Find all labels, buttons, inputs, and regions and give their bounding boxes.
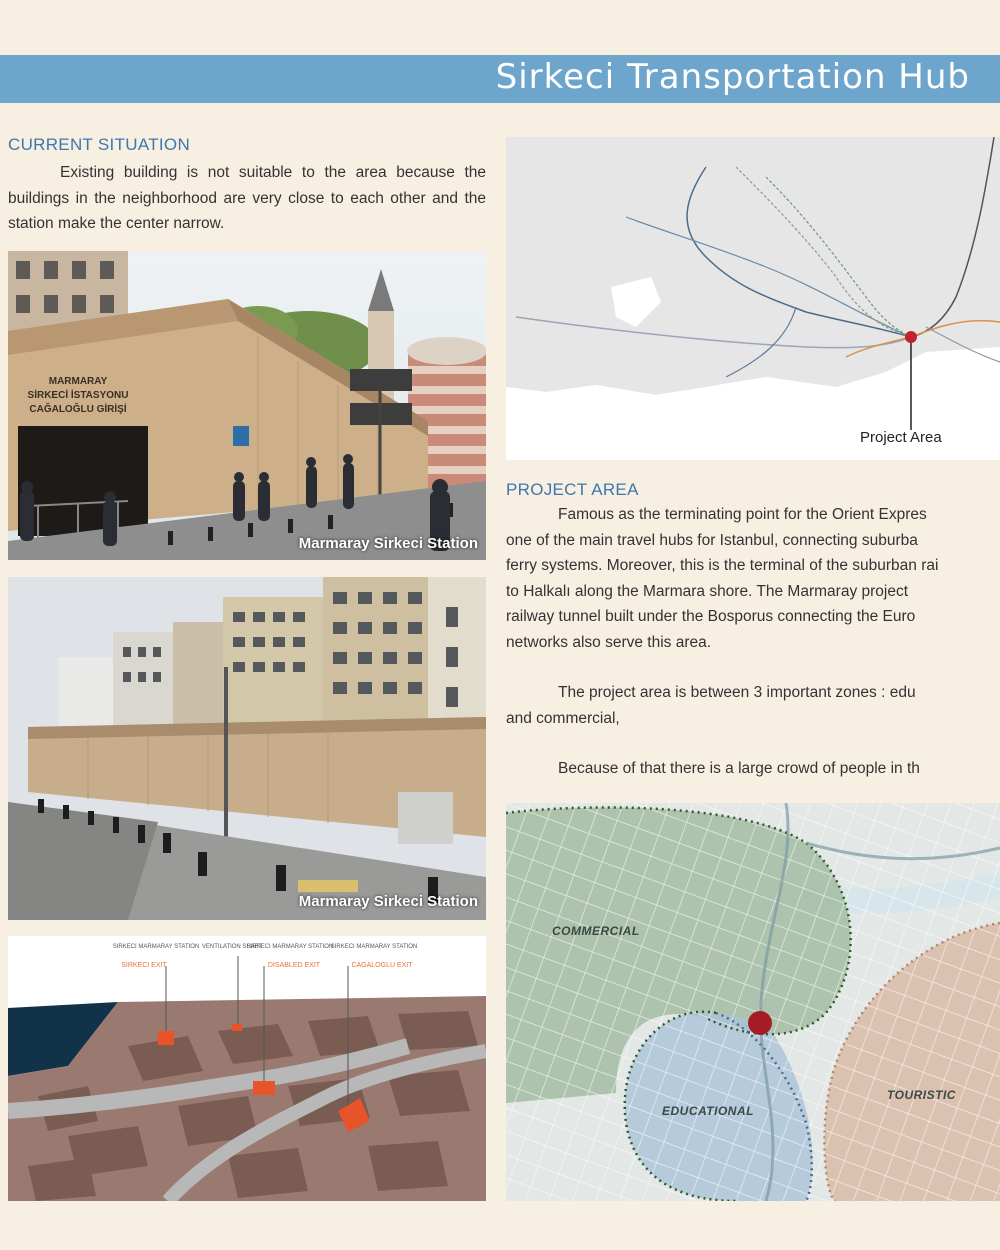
current-situation-heading: CURRENT SITUATION <box>8 135 191 154</box>
project-area-line: one of the main travel hubs for Istanbul, connecting suburba <box>506 531 918 549</box>
zones-line: The project area is between 3 important zones : edu <box>558 684 916 701</box>
project-area-line: networks also serve this area. <box>506 633 712 651</box>
zones-line: and commercial, <box>506 709 620 727</box>
model-3d-illustration <box>8 936 486 1201</box>
station-street-photo <box>8 577 486 920</box>
project-area-line: railway tunnel built under the Bosporus connecting the Euro <box>506 608 916 625</box>
transit-network-illustration <box>506 137 1000 460</box>
model-label: SIRKECI MARMARAY STATION <box>330 944 418 950</box>
project-area-line: Famous as the terminating point for the Orient Expres <box>558 506 927 523</box>
project-area-marker <box>905 331 917 343</box>
project-location-marker <box>748 1011 772 1035</box>
project-area-line: ferry systems. Moreover, this is the terminal of the suburban rai <box>506 557 939 574</box>
model-label: SIRKECI EXIT <box>121 962 167 969</box>
svg-text:CAĞALOĞLU GİRİŞİ: CAĞALOĞLU GİRİŞİ <box>29 404 127 415</box>
station-street-illustration <box>8 577 486 920</box>
model-label: SIRKECI MARMARAY STATION <box>246 944 334 950</box>
zone-map-illustration <box>506 803 1000 1201</box>
svg-text:SİRKECİ İSTASYONU: SİRKECİ İSTASYONU <box>27 390 129 401</box>
zone-map <box>506 803 1000 1201</box>
model-3d-image <box>8 936 486 1201</box>
page-title: Sirkeci Transportation Hub <box>495 57 970 97</box>
model-label: VENTILATION SHAFT <box>201 944 263 950</box>
current-situation-text: Existing building is not suitable to the area because the buildings in the neighborhood are very close to each other and the station make the center narrow. <box>8 164 486 232</box>
svg-text:MARMARAY: MARMARAY <box>48 376 108 387</box>
zone-label-educational: EDUCATIONAL <box>662 1104 754 1118</box>
project-area-line: to Halkalı along the Marmara shore. The Marmaray project <box>506 582 909 600</box>
project-area-label: Project Area <box>860 429 942 446</box>
header-banner <box>0 55 1000 103</box>
model-label: CAGALOGLU EXIT <box>351 962 413 969</box>
model-label: SIRKECI MARMARAY STATION <box>112 944 200 950</box>
zone-label-touristic: TOURISTIC <box>887 1088 956 1102</box>
crowd-line: Because of that there is a large crowd of people in th <box>558 760 920 777</box>
model-label: DISABLED EXIT <box>267 962 321 969</box>
photo-caption: Marmaray Sirkeci Station <box>298 535 478 552</box>
zone-label-commercial: COMMERCIAL <box>552 924 640 938</box>
station-entrance-illustration <box>8 251 486 560</box>
station-entrance-photo <box>8 251 486 560</box>
photo-caption: Marmaray Sirkeci Station <box>298 893 478 910</box>
project-area-heading: PROJECT AREA <box>506 480 639 499</box>
transit-network-map <box>506 137 1000 460</box>
project-area-text <box>506 502 1000 782</box>
